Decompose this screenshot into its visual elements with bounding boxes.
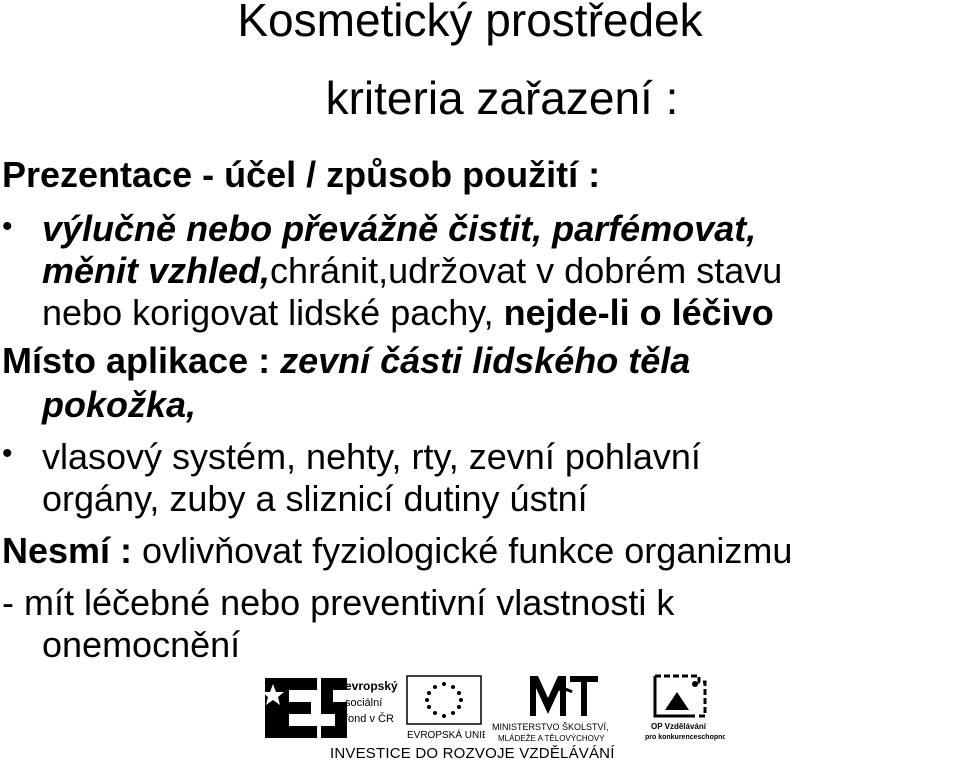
eu-label: EVROPSKÁ UNIE <box>407 730 485 741</box>
bullet2-line2: orgány, zuby a sliznicí dutiny ústní <box>42 478 588 519</box>
eu-flag-logo <box>405 674 485 744</box>
op-vk-logo <box>645 672 725 744</box>
op-line2: pro konkurenceschopnost <box>645 734 725 741</box>
bullet1-line2-italic: měnit vzhled, <box>42 250 271 291</box>
bullet1-line2 <box>42 250 782 292</box>
presentation-heading: Prezentace - účel / způsob použití : <box>2 154 601 195</box>
bullet1-line1: výlučně nebo převážně čistit, parfémovat, <box>42 208 757 249</box>
slide-title-line1: Kosmetický prostředek <box>237 0 703 46</box>
bullet-icon: • <box>2 437 13 470</box>
esf-text1: evropský <box>345 679 398 693</box>
msmt-line1: MINISTERSTVO ŠKOLSTVÍ, <box>492 722 609 732</box>
bullet2-line1: vlasový systém, nehty, rty, zevní pohlavní <box>42 436 701 477</box>
application-place-line <box>2 340 690 382</box>
bullet-icon: • <box>2 210 13 243</box>
must-not-line <box>2 530 792 572</box>
bullet1-line2-rest: chránit,udržovat v dobrém stavu <box>270 250 783 291</box>
application-place-italic: zevní části lidského těla <box>280 340 691 381</box>
bullet1-line3-plain: nebo korigovat lidské pachy, <box>42 292 504 333</box>
must-not-line3: onemocnění <box>42 624 241 665</box>
esf-logo <box>265 672 405 742</box>
op-line1: OP Vzdělávání <box>651 722 706 731</box>
esf-text3: fond v ČR <box>345 713 394 725</box>
bullet1-line3-bold: nejde-li o léčivo <box>503 292 774 333</box>
application-place-skin: pokožka, <box>42 384 197 425</box>
must-not-label: Nesmí : <box>2 530 143 571</box>
must-not-text: ovlivňovat fyziologické funkce organizmu <box>142 530 793 571</box>
slide-title-line2: kriteria zařazení : <box>325 72 679 124</box>
footer-tagline: INVESTICE DO ROZVOJE VZDĚLÁVÁNÍ <box>330 745 615 762</box>
esf-text2: sociální <box>345 697 383 709</box>
application-place-label: Místo aplikace : <box>2 340 281 381</box>
must-not-line2: - mít léčebné nebo preventivní vlastnosti k <box>2 582 675 623</box>
msmt-line2: MLÁDEŽE A TĚLOVÝCHOVY <box>498 734 605 743</box>
bullet1-line3 <box>42 292 774 334</box>
msmt-logo <box>490 672 630 744</box>
